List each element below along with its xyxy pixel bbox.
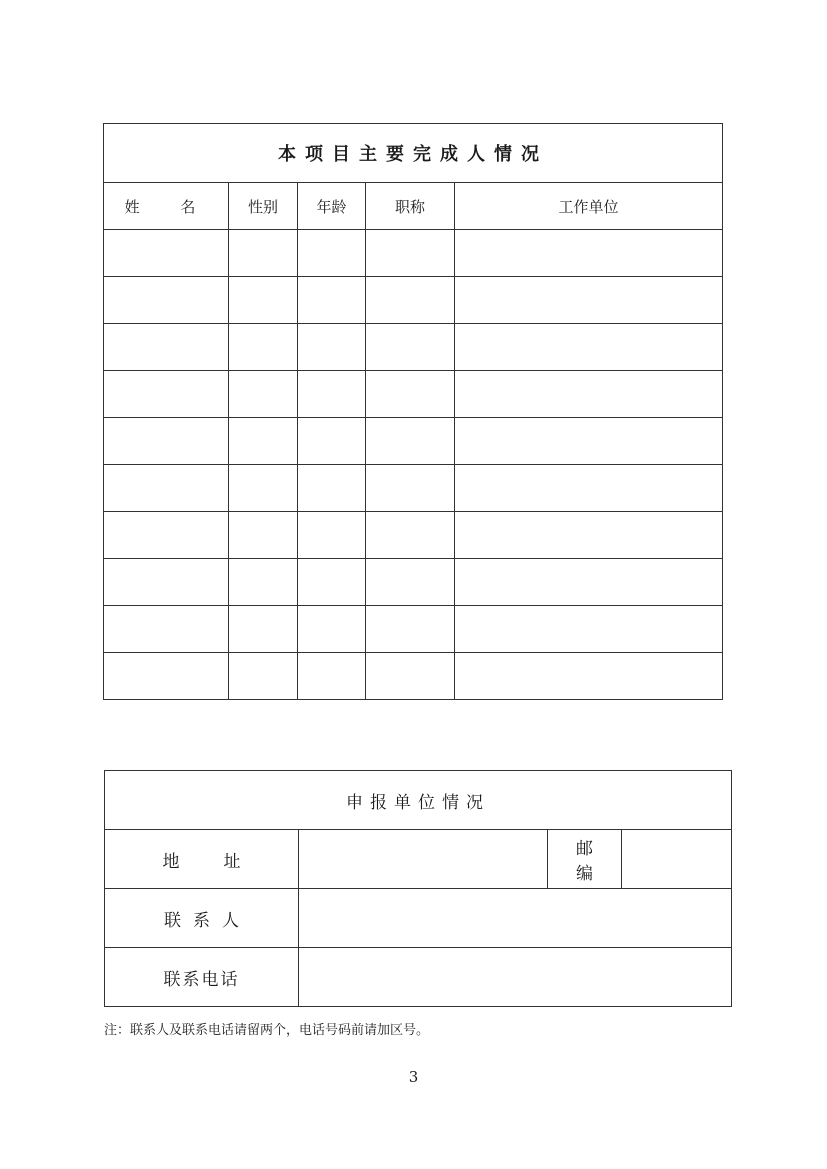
- title-cell[interactable]: [366, 277, 455, 324]
- name-cell[interactable]: [104, 418, 229, 465]
- contact-person-label: 联系人: [105, 889, 299, 948]
- table-row: [104, 418, 723, 465]
- workplace-cell[interactable]: [455, 512, 723, 559]
- address-label: 地址: [105, 830, 299, 889]
- title-cell[interactable]: [366, 653, 455, 700]
- gender-cell[interactable]: [229, 559, 298, 606]
- postal-code-field[interactable]: [622, 830, 732, 889]
- table-row: [104, 559, 723, 606]
- header-age: 年龄: [298, 183, 366, 230]
- age-cell[interactable]: [298, 418, 366, 465]
- team-table-title: 本项目主要完成人情况: [104, 124, 723, 183]
- age-cell[interactable]: [298, 371, 366, 418]
- address-field[interactable]: [299, 830, 548, 889]
- postal-code-label: 邮编: [548, 830, 622, 889]
- gender-cell[interactable]: [229, 465, 298, 512]
- name-cell[interactable]: [104, 465, 229, 512]
- age-cell[interactable]: [298, 559, 366, 606]
- header-workplace: 工作单位: [455, 183, 723, 230]
- name-cell[interactable]: [104, 512, 229, 559]
- workplace-cell[interactable]: [455, 559, 723, 606]
- workplace-cell[interactable]: [455, 324, 723, 371]
- title-cell[interactable]: [366, 230, 455, 277]
- table-row: [104, 277, 723, 324]
- footnote: 注：联系人及联系电话请留两个，电话号码前请加区号。: [104, 1023, 430, 1038]
- title-cell[interactable]: [366, 512, 455, 559]
- age-cell[interactable]: [298, 606, 366, 653]
- workplace-cell[interactable]: [455, 371, 723, 418]
- name-cell[interactable]: [104, 230, 229, 277]
- contact-phone-label: 联系电话: [105, 948, 299, 1007]
- gender-cell[interactable]: [229, 371, 298, 418]
- gender-cell[interactable]: [229, 230, 298, 277]
- gender-cell[interactable]: [229, 324, 298, 371]
- page-number: 3: [408, 1068, 419, 1086]
- applicant-unit-table: [104, 770, 732, 1007]
- title-cell[interactable]: [366, 465, 455, 512]
- name-cell[interactable]: [104, 653, 229, 700]
- workplace-cell[interactable]: [455, 653, 723, 700]
- table-row: [104, 465, 723, 512]
- team-table-body: [104, 230, 723, 700]
- table-row: [104, 371, 723, 418]
- workplace-cell[interactable]: [455, 418, 723, 465]
- contact-person-field[interactable]: [299, 889, 732, 948]
- table-row: [104, 606, 723, 653]
- age-cell[interactable]: [298, 324, 366, 371]
- age-cell[interactable]: [298, 230, 366, 277]
- title-cell[interactable]: [366, 606, 455, 653]
- age-cell[interactable]: [298, 653, 366, 700]
- workplace-cell[interactable]: [455, 277, 723, 324]
- table-row: [104, 512, 723, 559]
- name-cell[interactable]: [104, 606, 229, 653]
- workplace-cell[interactable]: [455, 230, 723, 277]
- unit-table-title: 申报单位情况: [105, 771, 732, 830]
- header-title: 职称: [366, 183, 455, 230]
- name-cell[interactable]: [104, 324, 229, 371]
- header-gender: 性别: [229, 183, 298, 230]
- table-row: [104, 230, 723, 277]
- age-cell[interactable]: [298, 512, 366, 559]
- header-name: 姓 名: [104, 183, 229, 230]
- title-cell[interactable]: [366, 418, 455, 465]
- gender-cell[interactable]: [229, 606, 298, 653]
- gender-cell[interactable]: [229, 277, 298, 324]
- title-cell[interactable]: [366, 559, 455, 606]
- gender-cell[interactable]: [229, 418, 298, 465]
- title-cell[interactable]: [366, 371, 455, 418]
- workplace-cell[interactable]: [455, 465, 723, 512]
- age-cell[interactable]: [298, 465, 366, 512]
- contact-phone-field[interactable]: [299, 948, 732, 1007]
- table-row: [104, 324, 723, 371]
- name-cell[interactable]: [104, 559, 229, 606]
- gender-cell[interactable]: [229, 512, 298, 559]
- title-cell[interactable]: [366, 324, 455, 371]
- table-row: [104, 653, 723, 700]
- name-cell[interactable]: [104, 277, 229, 324]
- gender-cell[interactable]: [229, 653, 298, 700]
- team-members-table: [103, 123, 723, 700]
- name-cell[interactable]: [104, 371, 229, 418]
- age-cell[interactable]: [298, 277, 366, 324]
- workplace-cell[interactable]: [455, 606, 723, 653]
